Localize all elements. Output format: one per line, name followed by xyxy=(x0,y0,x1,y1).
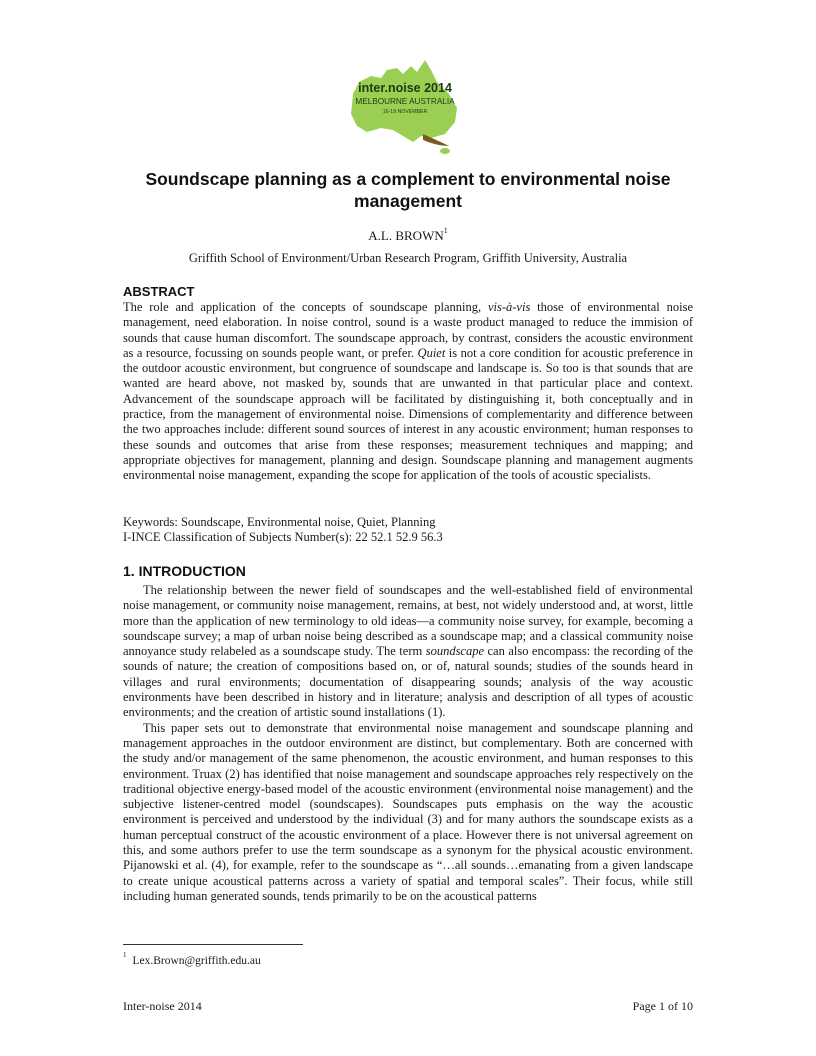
keywords: Keywords: Soundscape, Environmental noise, Quiet, Planning xyxy=(123,515,436,529)
author-footnote-marker: 1 xyxy=(443,226,448,235)
intro-p1-emphasis: soundscape xyxy=(425,644,485,659)
footnote-divider xyxy=(123,944,303,945)
intro-paragraph-1 xyxy=(123,583,693,721)
abstract-part-3: is not a core condition for acoustic preference in the outdoor acoustic environment, but congruence of soundscape and landscape is. So too is that sounds that are wanted are heard above, not masked by, sounds that are unwanted in that particular place and context. Advancement of the soundscape approach will be facilitated by distinguishing it, both conceptually and in practice, from the management of environmental noise. Dimensions of complementarity and difference between the two approaches include: different sound sources of interest in any acoustic environment; human responses to these sounds and outcomes that arise from these responses; measurement techniques and mapping; and appropriate objectives for management, planning and design. Soundscape planning and management augments environmental noise management, expanding the scope for application of the tools of acoustic specialists. xyxy=(123,345,693,483)
footer-page-number: Page 1 of 10 xyxy=(632,999,693,1013)
abstract-part-1: The role and application of the concepts of soundscape planning, xyxy=(123,300,488,314)
affiliation: Griffith School of Environment/Urban Research Program, Griffith University, Australia xyxy=(188,251,628,265)
abstract-text xyxy=(123,300,693,484)
intro-paragraph-2: This paper sets out to demonstrate that environmental noise management and soundscape planning and management approaches in the outdoor environment are distinct, but complementary. Both are concerned with the study and/or management of the same phenomenon, the acoustic environment, and human responses to this environment. Truax (2) has identified that noise management and soundscape approaches rely respectively on the traditional objective energy-based model of the acoustic environment (environmental noise management) and the subjective listener-centred model (soundscapes). Soundscapes puts emphasis on the way the acoustic environment is perceived and understood by the individual (3) and for many authors the soundscape exists as a human perceptual construct of the acoustic environment of a place. However there is not universal agreement on this, and some authors prefer to use the term soundscape as a synonym for the physical acoustic environment. Pijanowski et al. (4), for example, refer to the soundscape as “…all sounds…emanating from a given landscape to create unique acoustical patterns across a variety of spatial and temporal scales”. Their focus, while still including human generated sounds, tends primarily to be on the acoustical patterns xyxy=(123,720,693,903)
footnote-marker: 1 xyxy=(123,951,127,959)
intro-p1-part-2: can also encompass: the recording of the sounds of nature; the creation of compositions based on, or of, natural sounds; studies of the sounds heard in villages and rural environments; documentation of disappearing sounds; analysis of the way acoustic environments have been described in history and in literature; analysis and description of all types of acoustic environments; and the creation of artistic sound installations (1). xyxy=(123,644,693,720)
tasmania-shape xyxy=(440,148,450,154)
introduction-text xyxy=(123,583,693,904)
paper-title: Soundscape planning as a complement to environmental noise management xyxy=(145,169,671,211)
conference-logo xyxy=(345,56,465,154)
abstract-part-2: those of environmental noise management, need elaboration. In noise control, sound is a waste product managed to reduce the immision of sounds that cause human discomfort. The soundscape approach, by contrast, considers the acoustic environment as a resource, focussing on sounds people want, or prefer. xyxy=(123,300,693,360)
classification: I-INCE Classification of Subjects Number(s): 22 52.1 52.9 56.3 xyxy=(123,530,443,545)
intro-p1-part-1: The relationship between the newer field of soundscapes and the well-established field of environmental noise management, or community noise management, remains, at best, not widely understood and, at worst, little more than the application of new terminology to old ideas—a community noise survey, for example, becoming a soundscape survey; a map of urban noise being described as a soundscape map; and a classical community noise annoyance study relabeled as a soundscape study. The term xyxy=(123,583,693,659)
logo-location: MELBOURNE AUSTRALIA xyxy=(355,97,455,106)
logo-dates: 16-19 NOVEMBER xyxy=(382,109,428,115)
logo-name: inter.noise 2014 xyxy=(358,81,452,95)
footnote xyxy=(123,953,261,967)
abstract-emphasis-2: Quiet xyxy=(417,345,446,360)
author-name: A.L. BROWN xyxy=(368,228,444,243)
introduction-heading: 1. INTRODUCTION xyxy=(123,563,246,579)
footnote-email: Lex.Brown@griffith.edu.au xyxy=(132,954,261,967)
abstract-heading: ABSTRACT xyxy=(123,284,195,299)
author-line xyxy=(0,228,816,244)
keywords-block xyxy=(123,515,693,546)
footer-conference: Inter-noise 2014 xyxy=(123,999,202,1013)
abstract-emphasis-1: vis-à-vis xyxy=(487,300,531,314)
